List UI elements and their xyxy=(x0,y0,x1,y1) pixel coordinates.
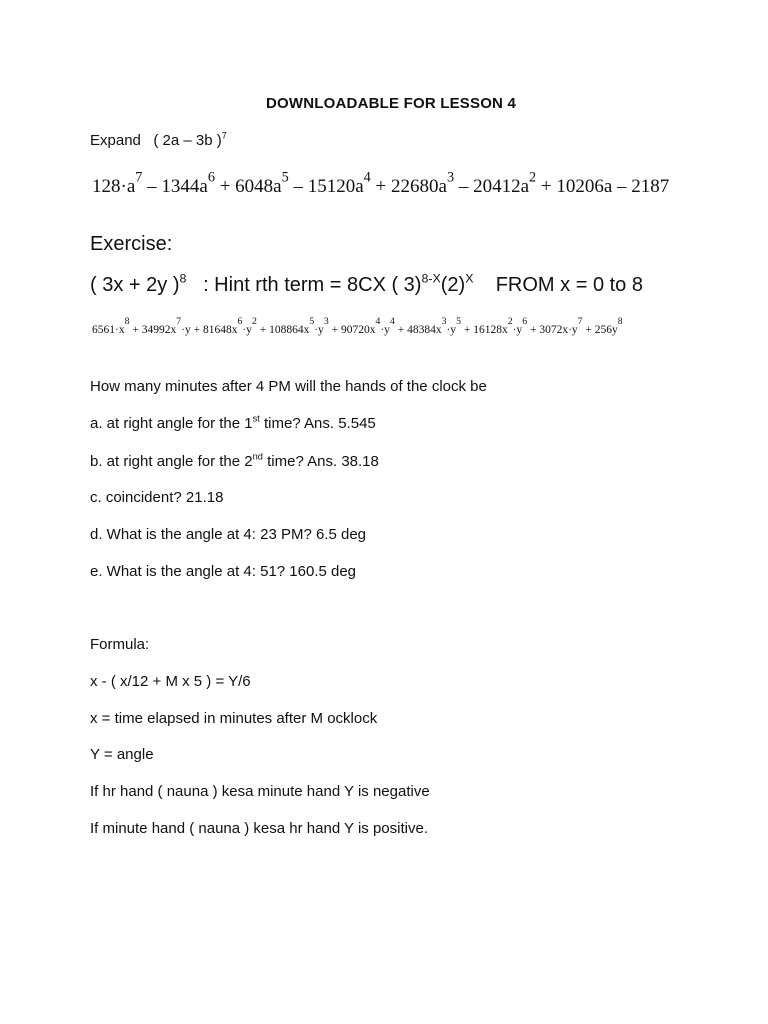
clock-item-a-text: a. at right angle for the 1 xyxy=(90,415,253,432)
exercise-term: + 48384x xyxy=(394,323,442,336)
formula-definition-x: x = time elapsed in minutes after M ocklock xyxy=(90,710,378,727)
expand-term-exponent: 7 xyxy=(135,169,143,186)
expand-term: 128·a xyxy=(92,176,136,197)
clock-item-e: e. What is the angle at 4: 51? 160.5 deg xyxy=(90,563,357,580)
hint-range: FROM x = 0 to 8 xyxy=(495,274,643,296)
exercise-term-exponent: 4 xyxy=(389,316,395,327)
expand-term: – 15120a xyxy=(288,176,364,197)
expand-term-exponent: 3 xyxy=(446,169,455,186)
expand-term-exponent: 2 xyxy=(529,169,537,186)
exercise-term-exponent: 8 xyxy=(124,316,130,327)
exercise-term-exponent: 8 xyxy=(617,316,623,327)
expand-term: + 6048a xyxy=(214,176,282,197)
exercise-term: ·y xyxy=(314,323,324,336)
clock-item-b xyxy=(90,453,379,470)
formula-heading: Formula: xyxy=(90,636,150,653)
clock-item-c: c. coincident? 21.18 xyxy=(90,489,224,506)
page-title: DOWNLOADABLE FOR LESSON 4 xyxy=(266,95,517,112)
exercise-term-exponent: 2 xyxy=(507,316,513,327)
formula-rule-negative: If hr hand ( nauna ) kesa minute hand Y is negative xyxy=(90,783,430,800)
expand-prompt xyxy=(90,132,227,149)
expand-expression: ( 2a – 3b ) xyxy=(153,132,222,149)
hint-mid: (2) xyxy=(440,274,466,296)
exercise-term-exponent: 2 xyxy=(251,316,257,327)
expand-term-exponent: 4 xyxy=(363,169,371,186)
expand-term: + 22680a xyxy=(370,176,447,197)
exercise-term-exponent: 6 xyxy=(237,316,243,327)
exercise-term-exponent: 4 xyxy=(375,316,381,327)
expand-label: Expand xyxy=(90,132,141,149)
exercise-term: + 108864x xyxy=(256,323,310,336)
expand-term: – 1344a xyxy=(142,176,208,197)
expand-term-exponent: 6 xyxy=(207,169,215,186)
exercise-term-exponent: 6 xyxy=(522,316,528,327)
ordinal-suffix: st xyxy=(252,413,260,424)
expand-term: + 10206a – 2187 xyxy=(536,176,670,197)
hint-exponent-1: 8-X xyxy=(421,271,441,286)
exercise-expression: ( 3x + 2y ) xyxy=(90,274,180,296)
exercise-term: ·y xyxy=(512,323,523,336)
hint-text: : Hint rth term = 8CX ( 3) xyxy=(197,274,422,296)
exercise-heading: Exercise: xyxy=(90,233,173,255)
exercise-power: 8 xyxy=(179,271,187,286)
exercise-term-exponent: 5 xyxy=(456,316,461,327)
exercise-term-exponent: 3 xyxy=(323,316,329,327)
exercise-term-exponent: 7 xyxy=(577,316,583,327)
expansion-result-2 xyxy=(92,316,623,336)
formula-rule-positive: If minute hand ( nauna ) kesa hr hand Y is positive. xyxy=(90,820,428,837)
exercise-term: 6561·x xyxy=(92,323,125,336)
expand-term-exponent: 5 xyxy=(281,169,289,186)
exercise-term: ·y + 81648x xyxy=(181,323,238,336)
clock-item-a-answer: time? Ans. 5.545 xyxy=(259,415,376,432)
expand-power: 7 xyxy=(221,130,227,141)
hint-exponent-2: X xyxy=(465,271,474,286)
clock-question: How many minutes after 4 PM will the hands of the clock be xyxy=(90,378,487,395)
exercise-term: + 90720x xyxy=(328,323,376,336)
exercise-term: + 256y xyxy=(582,323,618,336)
exercise-prompt xyxy=(90,271,643,297)
exercise-term: + 3072x·y xyxy=(527,323,578,336)
formula-definition-y: Y = angle xyxy=(90,746,154,763)
formula-line: x - ( x/12 + M x 5 ) = Y/6 xyxy=(90,673,251,690)
clock-item-d: d. What is the angle at 4: 23 PM? 6.5 deg xyxy=(90,526,367,543)
exercise-term: ·y xyxy=(380,323,390,336)
clock-item-b-text: b. at right angle for the 2 xyxy=(90,453,253,470)
exercise-term: + 16128x xyxy=(460,323,508,336)
exercise-term-exponent: 3 xyxy=(441,316,447,327)
expand-term: – 20412a xyxy=(454,176,530,197)
clock-item-a xyxy=(90,415,376,432)
ordinal-suffix: nd xyxy=(252,451,263,462)
exercise-term: + 34992x xyxy=(129,323,177,336)
exercise-term: ·y xyxy=(446,323,457,336)
exercise-term-exponent: 5 xyxy=(309,316,315,327)
expansion-result-1 xyxy=(92,169,670,198)
clock-item-b-answer: time? Ans. 38.18 xyxy=(262,453,379,470)
exercise-term-exponent: 7 xyxy=(176,316,182,327)
exercise-term: ·y xyxy=(242,323,252,336)
